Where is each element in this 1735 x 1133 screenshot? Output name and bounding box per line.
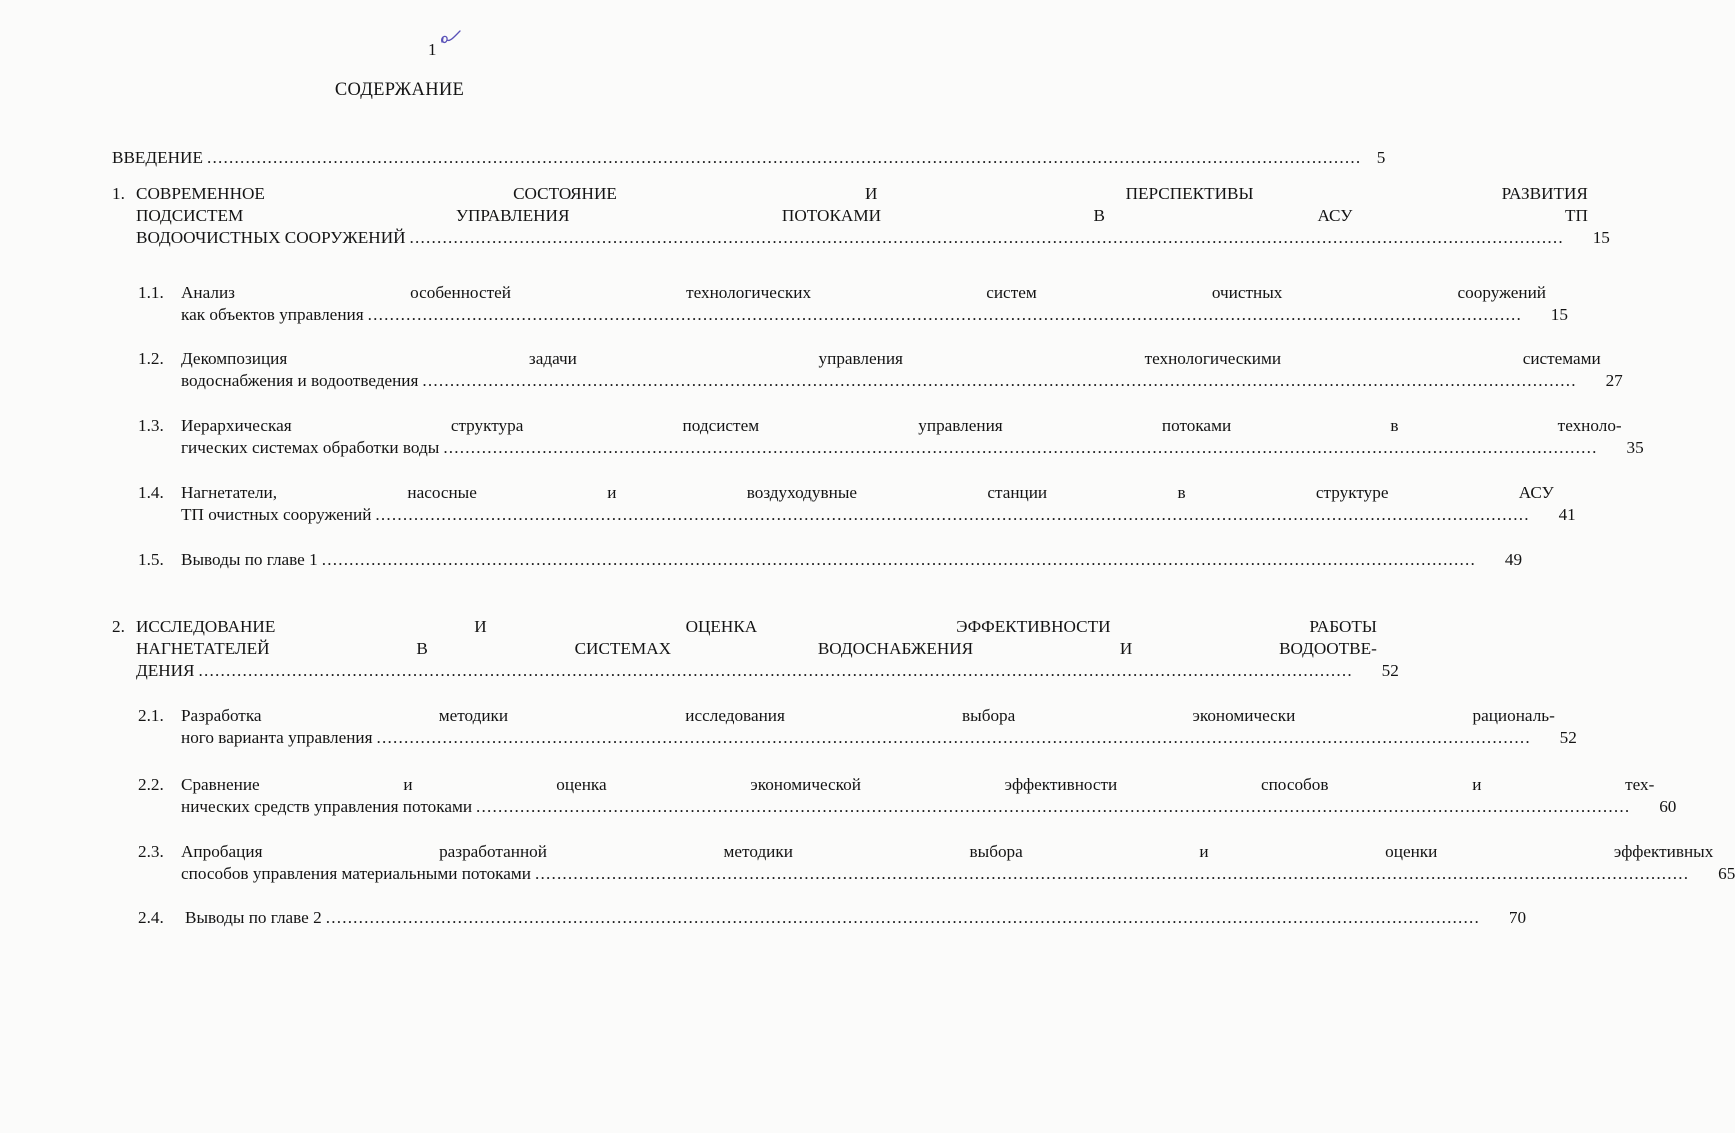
toc-entry-1-3[interactable] xyxy=(138,415,1644,459)
toc-entry-number: 2.1. xyxy=(138,706,164,725)
toc-page-number: 15 xyxy=(1592,228,1610,247)
toc-entry-chapter-1[interactable] xyxy=(112,183,1610,249)
toc-entry-title-line: ПОДСИСТЕМ УПРАВЛЕНИЯ ПОТОКАМИ В АСУ ТП xyxy=(136,206,1588,225)
toc-page-number: 5 xyxy=(1376,148,1386,167)
toc-page-number: 70 xyxy=(1508,908,1527,927)
toc-entry-label: ВВЕДЕНИЕ xyxy=(112,148,203,167)
toc-entry-title-line: Иерархическая структура подсистем управления потоками в техноло- xyxy=(181,416,1622,435)
dot-leader xyxy=(326,907,1480,929)
toc-entry-title-line: водоснабжения и водоотведения xyxy=(181,371,419,390)
toc-entry-number: 1.5. xyxy=(138,550,164,569)
toc-entry-title-line: гических системах обработки воды xyxy=(181,438,440,457)
toc-entry-title-line: Сравнение и оценка экономической эффективности способов и тех- xyxy=(181,775,1655,794)
toc-entry-title-line: ИССЛЕДОВАНИЕ И ОЦЕНКА ЭФФЕКТИВНОСТИ РАБОТЫ xyxy=(136,617,1377,636)
toc-page-number: 65 xyxy=(1718,864,1735,883)
toc-entry-number: 1.1. xyxy=(138,283,164,302)
dot-leader xyxy=(207,147,1361,169)
toc-page-number: 52 xyxy=(1559,728,1577,747)
toc-entry-title-line: способов управления материальными потоками xyxy=(181,864,531,883)
dot-leader xyxy=(410,227,1564,249)
toc-entry-2-2[interactable] xyxy=(138,774,1677,818)
toc-entry-title-line: нических средств управления потоками xyxy=(181,797,473,816)
toc-entry-title-line: Разработка методики исследования выбора экономически рациональ- xyxy=(181,706,1555,725)
toc-page-number: 52 xyxy=(1381,661,1399,680)
toc-entry-number: 1.3. xyxy=(138,416,164,435)
dot-leader xyxy=(368,304,1522,326)
toc-entry-title-line: Нагнетатели, насосные и воздуходувные станции в структуре АСУ xyxy=(181,483,1554,502)
toc-entry-1-2[interactable] xyxy=(138,348,1623,392)
dot-leader xyxy=(443,437,1597,459)
page-title: СОДЕРЖАНИЕ xyxy=(334,80,465,100)
toc-entry-number: 2.4. xyxy=(138,908,164,927)
toc-entry-title-line: Анализ особенностей технологических систем очистных сооружений xyxy=(181,283,1546,302)
toc-page-number: 49 xyxy=(1504,550,1523,569)
toc-entry-1-1[interactable] xyxy=(138,282,1568,326)
toc-entry-title-line: Декомпозиция задачи управления технологическими системами xyxy=(181,349,1601,368)
toc-page-number: 27 xyxy=(1605,371,1623,390)
toc-page-number: 35 xyxy=(1626,438,1644,457)
toc-entry-1-4[interactable] xyxy=(138,482,1576,526)
page-number: 1 xyxy=(428,40,437,59)
toc-entry-title-line: ТП очистных сооружений xyxy=(181,505,372,524)
toc-entry-title-line: ВОДООЧИСТНЫХ СООРУЖЕНИЙ xyxy=(136,228,406,247)
toc-entry-number: 1.2. xyxy=(138,349,164,368)
toc-entry-number: 2.2. xyxy=(138,775,164,794)
dot-leader xyxy=(422,370,1576,392)
toc-page-number: 41 xyxy=(1558,505,1576,524)
toc-entry-chapter-2[interactable] xyxy=(112,616,1399,682)
toc-entry-number: 2.3. xyxy=(138,842,164,861)
handwritten-mark-icon xyxy=(436,28,462,50)
toc-entry-2-3[interactable] xyxy=(138,841,1735,885)
toc-entry-2-4[interactable] xyxy=(138,907,1527,929)
toc-entry-2-1[interactable] xyxy=(138,705,1577,749)
toc-entry-title-line: ДЕНИЯ xyxy=(136,661,195,680)
toc-entry-number: 1. xyxy=(112,184,125,203)
dot-leader xyxy=(476,796,1630,818)
toc-entry-title-line: НАГНЕТАТЕЛЕЙ В СИСТЕМАХ ВОДОСНАБЖЕНИЯ И ВОДООТВЕ- xyxy=(136,639,1377,658)
toc-entry-title-line: Выводы по главе 1 xyxy=(181,550,318,569)
dot-leader xyxy=(377,727,1531,749)
toc-entry-title-line: как объектов управления xyxy=(181,305,364,324)
toc-entry-intro[interactable] xyxy=(112,147,1386,169)
toc-entry-number: 1.4. xyxy=(138,483,164,502)
dot-leader xyxy=(375,504,1529,526)
toc-entry-title-line: СОВРЕМЕННОЕ СОСТОЯНИЕ И ПЕРСПЕКТИВЫ РАЗВИТИЯ xyxy=(136,184,1588,203)
dot-leader xyxy=(535,863,1689,885)
toc-page-number: 60 xyxy=(1659,797,1677,816)
toc-entry-1-5[interactable] xyxy=(138,549,1523,571)
toc-entry-title-line: Выводы по главе 2 xyxy=(185,908,322,927)
toc-entry-title-line: ного варианта управления xyxy=(181,728,373,747)
dot-leader xyxy=(322,549,1476,571)
toc-page-number: 15 xyxy=(1550,305,1568,324)
toc-entry-number: 2. xyxy=(112,617,125,636)
dot-leader xyxy=(199,660,1353,682)
toc-entry-title-line: Апробация разработанной методики выбора и оценки эффективных xyxy=(181,842,1714,861)
